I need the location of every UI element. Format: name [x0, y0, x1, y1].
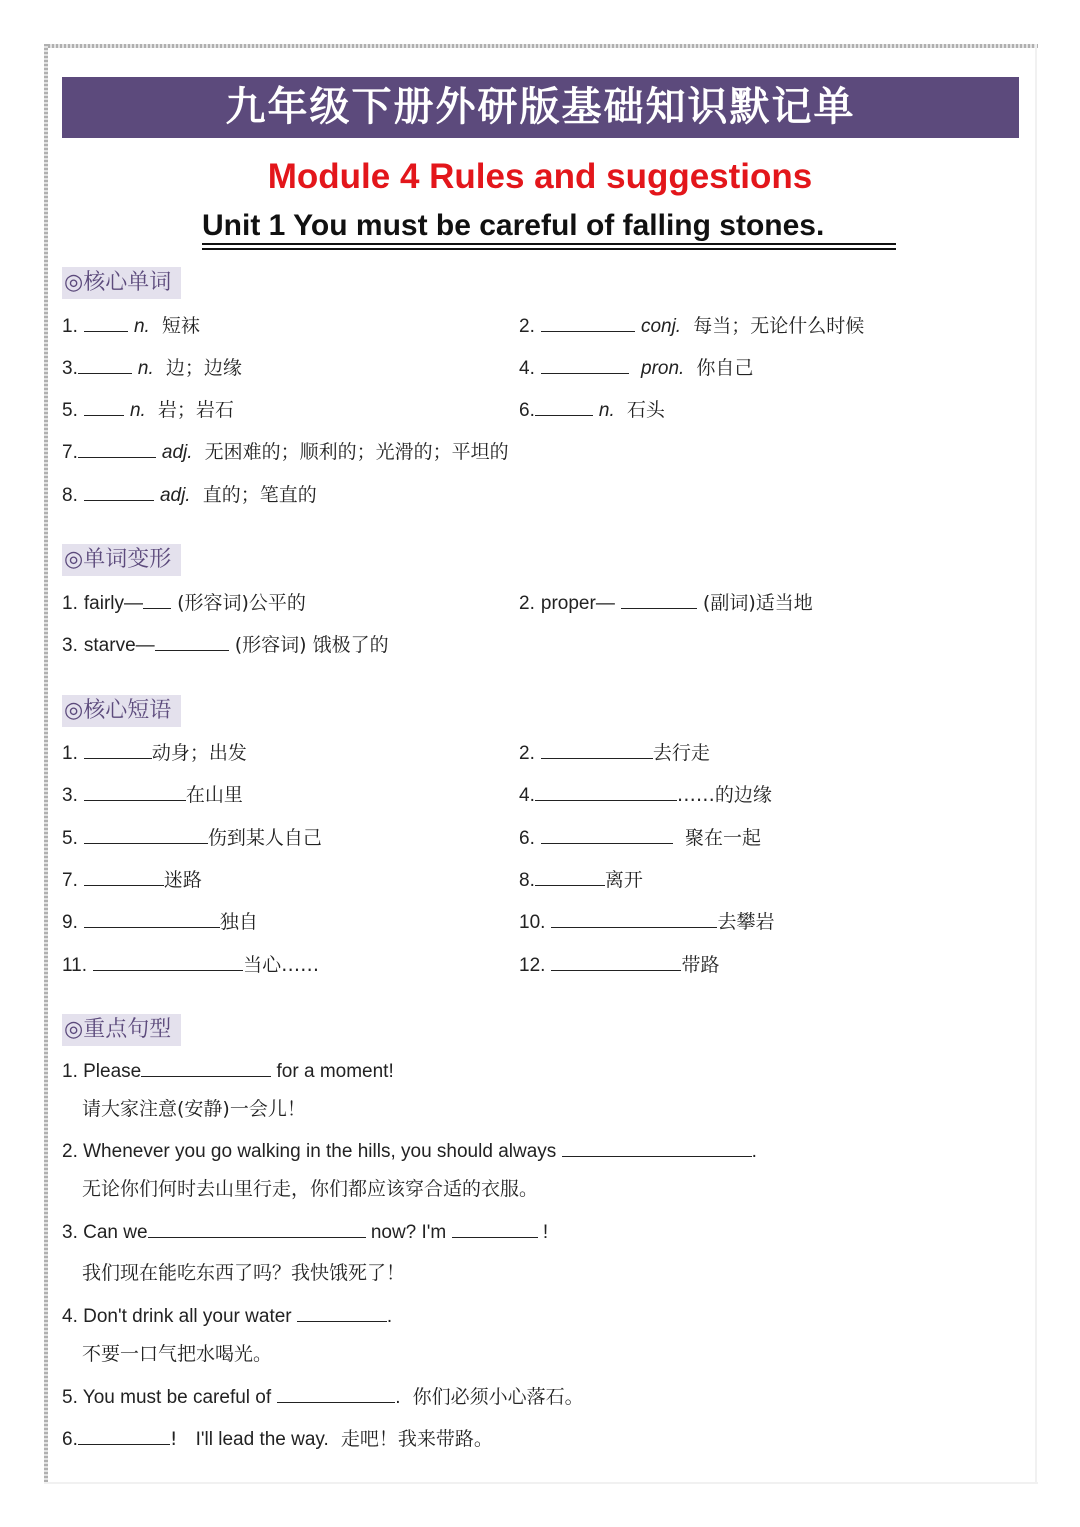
vocab-item: 6. n. 石头 — [519, 395, 665, 425]
section-heading-sentences: ◎重点句型 — [62, 1014, 181, 1046]
phrase-item: 2. 去行走 — [519, 738, 710, 768]
page-title: 九年级下册外研版基础知识默记单 — [62, 77, 1019, 138]
answer-blank[interactable] — [84, 311, 128, 332]
sentence-3-translation: 我们现在能吃东西了吗？我快饿死了！ — [82, 1262, 406, 1284]
answer-blank[interactable] — [277, 1382, 395, 1403]
unit-title: Unit 1 You must be careful of falling stones. — [202, 209, 825, 242]
phrase-item: 10. 去攀岩 — [519, 907, 774, 937]
section-heading-vocab: ◎核心单词 — [62, 267, 181, 299]
vocab-item: 7. adj. 无困难的；顺利的；光滑的；平坦的 — [62, 437, 509, 467]
phrase-item: 1. 动身；出发 — [62, 738, 247, 768]
phrase-item: 9. 独自 — [62, 907, 258, 937]
module-title: Module 4 Rules and suggestions — [267, 157, 813, 196]
answer-blank[interactable] — [78, 437, 156, 458]
sentence-1-translation: 请大家注意(安静)一会儿！ — [82, 1098, 306, 1120]
phrase-item: 7. 迷路 — [62, 865, 202, 895]
answer-blank[interactable] — [562, 1136, 752, 1157]
answer-blank[interactable] — [621, 588, 697, 609]
sentence-4-translation: 不要一口气把水喝光。 — [82, 1343, 273, 1365]
vocab-item: 2. conj. 每当；无论什么时候 — [519, 311, 864, 341]
sentence-4: 4. Don't drink all your water . — [62, 1301, 392, 1331]
answer-blank[interactable] — [297, 1301, 387, 1322]
sentence-2-translation: 无论你们何时去山里行走，你们都应该穿合适的衣服。 — [82, 1178, 539, 1200]
page-frame-bottom — [44, 1482, 1038, 1484]
answer-blank[interactable] — [452, 1217, 538, 1238]
vocab-item: 1. n. 短袜 — [62, 311, 200, 341]
answer-blank[interactable] — [551, 950, 681, 971]
phrase-item: 6. 聚在一起 — [519, 823, 761, 853]
vocab-item: 8. adj. 直的；笔直的 — [62, 480, 317, 510]
answer-blank[interactable] — [84, 780, 186, 801]
sentence-1: 1. Please for a moment! — [62, 1056, 394, 1086]
answer-blank[interactable] — [78, 1424, 170, 1445]
answer-blank[interactable] — [541, 311, 635, 332]
answer-blank[interactable] — [84, 480, 154, 501]
vocab-item: 3. n. 边；边缘 — [62, 353, 242, 383]
phrase-item: 12. 带路 — [519, 950, 719, 980]
unit-underline — [202, 248, 896, 250]
sentence-6: 6. ! I'll lead the way. 走吧！我来带路。 — [62, 1424, 493, 1454]
answer-blank[interactable] — [143, 588, 171, 609]
answer-blank[interactable] — [541, 353, 629, 374]
vocab-item: 5. n. 岩；岩石 — [62, 395, 234, 425]
phrase-item: 5. 伤到某人自己 — [62, 823, 322, 853]
phrase-item: 11. 当心…… — [62, 950, 319, 980]
answer-blank[interactable] — [84, 865, 164, 886]
answer-blank[interactable] — [535, 865, 605, 886]
form-item: 2. proper— (副词)适当地 — [519, 588, 813, 618]
section-heading-forms: ◎单词变形 — [62, 544, 181, 576]
answer-blank[interactable] — [78, 353, 132, 374]
form-item: 1. fairly— (形容词)公平的 — [62, 588, 306, 618]
answer-blank[interactable] — [541, 738, 653, 759]
vocab-item: 4. pron. 你自己 — [519, 353, 753, 383]
page-frame-left — [44, 44, 48, 1484]
answer-blank[interactable] — [84, 907, 220, 928]
answer-blank[interactable] — [535, 395, 593, 416]
answer-blank[interactable] — [551, 907, 717, 928]
answer-blank[interactable] — [155, 630, 229, 651]
phrase-item: 8. 离开 — [519, 865, 643, 895]
answer-blank[interactable] — [141, 1056, 271, 1077]
phrase-item: 3. 在山里 — [62, 780, 243, 810]
sentence-2: 2. Whenever you go walking in the hills, you should always . — [62, 1136, 757, 1166]
answer-blank[interactable] — [535, 780, 677, 801]
form-item: 3. starve— (形容词) 饿极了的 — [62, 630, 389, 660]
unit-underline — [202, 243, 896, 245]
answer-blank[interactable] — [84, 823, 208, 844]
answer-blank[interactable] — [84, 738, 152, 759]
sentence-5: 5. You must be careful of . 你们必须小心落石。 — [62, 1382, 584, 1412]
phrase-item: 4. ……的边缘 — [519, 780, 772, 810]
answer-blank[interactable] — [93, 950, 243, 971]
answer-blank[interactable] — [84, 395, 124, 416]
answer-blank[interactable] — [148, 1217, 366, 1238]
section-heading-phrases: ◎核心短语 — [62, 695, 181, 727]
answer-blank[interactable] — [541, 823, 673, 844]
sentence-3: 3. Can we now? I'm ! — [62, 1217, 548, 1247]
page-frame-right — [1035, 44, 1037, 1484]
page-frame-top — [44, 44, 1038, 48]
